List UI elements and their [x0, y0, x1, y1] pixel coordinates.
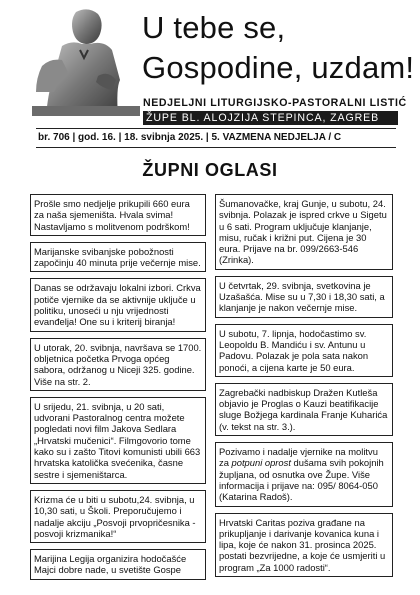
announcement-text: U srijedu, 21. svibnja, u 20 sati, udvorani Pastoralnog centra možete pogledati novi film Jakova Sedlara „Hrvatski mučenici“. Filmgovorio tome kako su i zašto Titovi komunisti ubili 663 hrvatska katolička svećenika, časne sestre i sjemeništarca. [34, 400, 201, 480]
announcement-text: Marijanske svibanjske pobožnosti započinju 40 minuta prije večernje mise. [34, 245, 201, 269]
announcement-text: Marijina Legija organizira hodočašće Majci dobre nade, u svetište Gospe [34, 553, 187, 576]
announcement-text: U utorak, 20. svibnja, navršava se 1700. obljetnica početka Prvoga općeg sabora, održanog u Niceji 325. godine. Više na str. 2. [34, 341, 202, 387]
header [0, 0, 420, 162]
announcement-box [215, 513, 393, 577]
issue-info: br. 706 | god. 16. | 18. svibnja 2025. | 5. VAZMENA NEDJELJA / C [38, 132, 342, 143]
section-title: ŽUPNI OGLASI [142, 160, 278, 180]
announcement-text: Prošle smo nedjelje prikupili 660 eura za naša sjemeništa. Hvala svima! Nastavljamo s molitvenom podrškom! [34, 198, 190, 232]
announcement-text: Hrvatski Caritas poziva građane na prikupljanje i darivanje kovanica kuna i lipa, koje će nakon 31. prosinca 2025. postati bezvrijedne, a koje će usmjeriti u program „Za 1000 radosti“. [219, 516, 386, 573]
announcement-text: U četvrtak, 29. svibnja, svetkovina je Uzašašća. Mise su u 7,30 i 18,30 sati, a klanjanje je nakon večernje mise. [219, 279, 385, 314]
announcement-text: Šumanovačke, kraj Gunje, u subotu, 24. svibnja. Polazak je ispred crkve u Sigetu u 6 sati. Program uključuje klanjanje, misu, ručak i križni put. Cijena je 30 eura. Prijave na br. 099/2663-546 (Zrinka). [219, 198, 387, 266]
announcement-box [215, 194, 393, 270]
announcement-box [30, 338, 206, 391]
announcement-box [215, 383, 393, 436]
announcements-right-column [215, 194, 393, 583]
announcement-box [215, 276, 393, 318]
masthead-title-line1: U tebe se, [142, 10, 286, 45]
announcement-text: Krizma će u biti u subotu,24. svibnja, u 10,30 sati, u Školi. Preporučujemo i nadalje akciju „Posvoji prvopričesnika - posvoji krizmanika!“ [34, 493, 196, 539]
announcement-text: Danas se održavaju lokalni izbori. Crkva potiče vjernike da se aktivnije uključe u politiku, unoseći u nju vrijednosti evanđelja! One su i kriterij biranja! [34, 282, 201, 328]
announcement-box [30, 242, 206, 273]
masthead-subtitle: NEDJELJNI LITURGIJSKO-PASTORALNI LISTIĆ [143, 97, 407, 109]
announcement-box [30, 490, 206, 543]
announcement-box [30, 194, 206, 236]
parish-banner: ŽUPE BL. ALOJZIJA STEPINCA, ZAGREB [143, 111, 398, 125]
masthead-title-line2: Gospodine, uzdam! [142, 50, 415, 85]
announcement-box [30, 397, 206, 484]
announcement-text: Zagrebački nadbiskup Dražen Kutleša objavio je Proglas o Kauzi beatifikacije sluge Božjega kardinala Franje Kuharića (v. tekst na str. 3.). [219, 386, 388, 432]
announcement-box [215, 442, 393, 506]
divider [36, 128, 396, 129]
announcement-box [30, 278, 206, 331]
announcements-left-column [30, 194, 206, 586]
stepinac-statue-image [32, 6, 140, 116]
announcement-text: U subotu, 7. lipnja, hodočastimo sv. Leopoldu B. Mandiću i sv. Antunu u Padovu. Polazak je pola sata nakon ponoći, a cijena karte je 50 eura. [219, 327, 369, 373]
announcement-text: Pozivamo i nadalje vjernike na molitvu za potpuni oprost dušama svih pokojnih župljana, od osnutka ove Župe. Više informacija i prijave na: 095/ 8064-050 (Katarina Radoš). [219, 446, 384, 503]
divider [36, 147, 396, 148]
announcement-box [30, 549, 206, 580]
emphasis-text: potpuni oprost [231, 457, 291, 469]
announcement-box [215, 324, 393, 377]
